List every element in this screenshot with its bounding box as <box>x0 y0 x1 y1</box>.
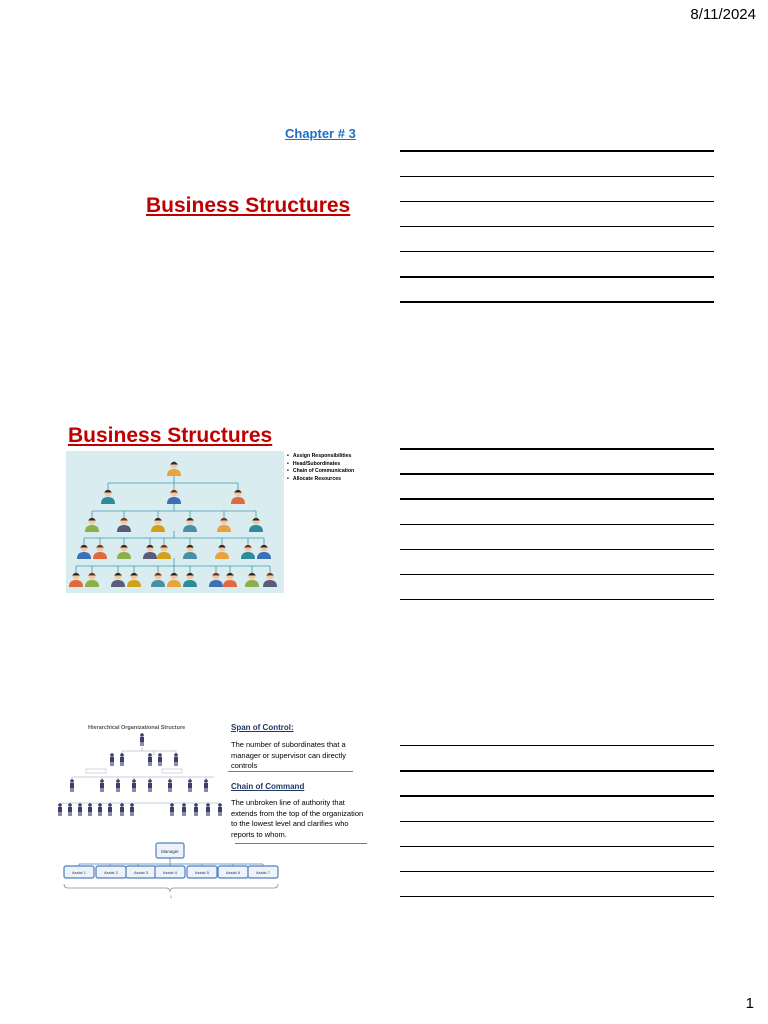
bullet-item: • Allocate Resources <box>287 476 354 484</box>
person-icon <box>117 552 131 559</box>
person-icon <box>157 552 171 559</box>
slide1-title: Business Structures <box>146 194 351 217</box>
slide2-title: Business Structures <box>68 424 273 447</box>
page-number: 1 <box>745 995 754 1012</box>
person-icon <box>58 803 62 816</box>
person-icon <box>194 803 198 816</box>
bullet-item: • Assign Responsibilities <box>287 453 354 461</box>
assistant-box-label: Assist 1 <box>71 870 87 875</box>
person-icon <box>206 803 210 816</box>
person-icon <box>148 779 152 792</box>
person-icon <box>88 803 92 816</box>
manager-assistants-diagram <box>58 838 282 900</box>
person-icon <box>183 552 197 559</box>
person-icon <box>151 525 165 532</box>
person-icon <box>85 580 99 587</box>
person-icon <box>130 803 134 816</box>
person-icon <box>183 580 197 587</box>
print-date: 8/11/2024 <box>690 6 756 23</box>
span-of-control-text: The number of subordinates that a manager or supervisor can directly controls <box>231 740 347 770</box>
person-icon <box>204 779 208 792</box>
person-icon <box>132 779 136 792</box>
span-of-control-heading: Span of Control: <box>231 723 294 732</box>
person-icon <box>78 803 82 816</box>
person-icon <box>183 525 197 532</box>
person-icon <box>120 803 124 816</box>
person-icon <box>167 469 181 476</box>
assistant-box-label: Assist 2 <box>103 870 119 875</box>
person-icon <box>231 497 245 504</box>
person-icon <box>167 497 181 504</box>
person-icon <box>111 580 125 587</box>
person-icon <box>116 779 120 792</box>
assistant-box-label: Assist 7 <box>255 870 271 875</box>
person-icon <box>108 803 112 816</box>
bullet-item: • Head/Subordinates <box>287 461 354 469</box>
person-icon <box>223 580 237 587</box>
person-icon <box>158 753 162 766</box>
person-icon <box>218 803 222 816</box>
person-icon <box>168 779 172 792</box>
red-underline <box>235 843 367 844</box>
person-icon <box>143 552 157 559</box>
person-icon <box>257 552 271 559</box>
person-icon <box>93 552 107 559</box>
hierarchy-diagram-title: Hierarchical Organizational Structure <box>88 725 186 731</box>
person-icon <box>188 779 192 792</box>
person-icon <box>263 580 277 587</box>
person-icon <box>245 580 259 587</box>
person-icon <box>77 552 91 559</box>
span-brace <box>64 884 278 892</box>
manager-box-label: Manager <box>161 849 179 854</box>
person-icon <box>182 803 186 816</box>
person-icon <box>241 552 255 559</box>
person-icon <box>117 525 131 532</box>
person-icon <box>127 580 141 587</box>
person-icon <box>215 552 229 559</box>
person-icon <box>170 803 174 816</box>
slide2-bullet-list <box>287 453 354 483</box>
person-icon <box>217 525 231 532</box>
org-chart-people-image <box>66 451 284 593</box>
assistant-box-label: Assist 3 <box>133 870 149 875</box>
person-icon <box>70 779 74 792</box>
person-icon <box>110 753 114 766</box>
org-chart-people-illustration <box>66 451 284 593</box>
person-icon <box>148 753 152 766</box>
person-icon <box>100 779 104 792</box>
chapter-heading: Chapter # 3 <box>285 126 356 141</box>
person-icon <box>69 580 83 587</box>
assistant-box-label: Assist 4 <box>162 870 178 875</box>
span-brace-label: 1 <box>169 894 173 899</box>
assistant-box-label: Assist 5 <box>194 870 210 875</box>
hierarchy-diagram <box>56 733 228 825</box>
chain-of-command-heading: Chain of Command <box>231 782 305 791</box>
person-icon <box>98 803 102 816</box>
person-icon <box>120 753 124 766</box>
person-icon <box>140 733 144 746</box>
chain-of-command-text: The unbroken line of authority that extends from the top of the organization to the lowest level and clarifies who reports to whom. <box>231 798 364 839</box>
person-icon <box>151 580 165 587</box>
person-icon <box>167 580 181 587</box>
red-underline <box>228 771 353 772</box>
person-icon <box>209 580 223 587</box>
person-icon <box>249 525 263 532</box>
person-icon <box>174 753 178 766</box>
person-icon <box>85 525 99 532</box>
bullet-item: • Chain of Communication <box>287 468 354 476</box>
person-icon <box>101 497 115 504</box>
assistant-box-label: Assist 6 <box>225 870 241 875</box>
person-icon <box>68 803 72 816</box>
